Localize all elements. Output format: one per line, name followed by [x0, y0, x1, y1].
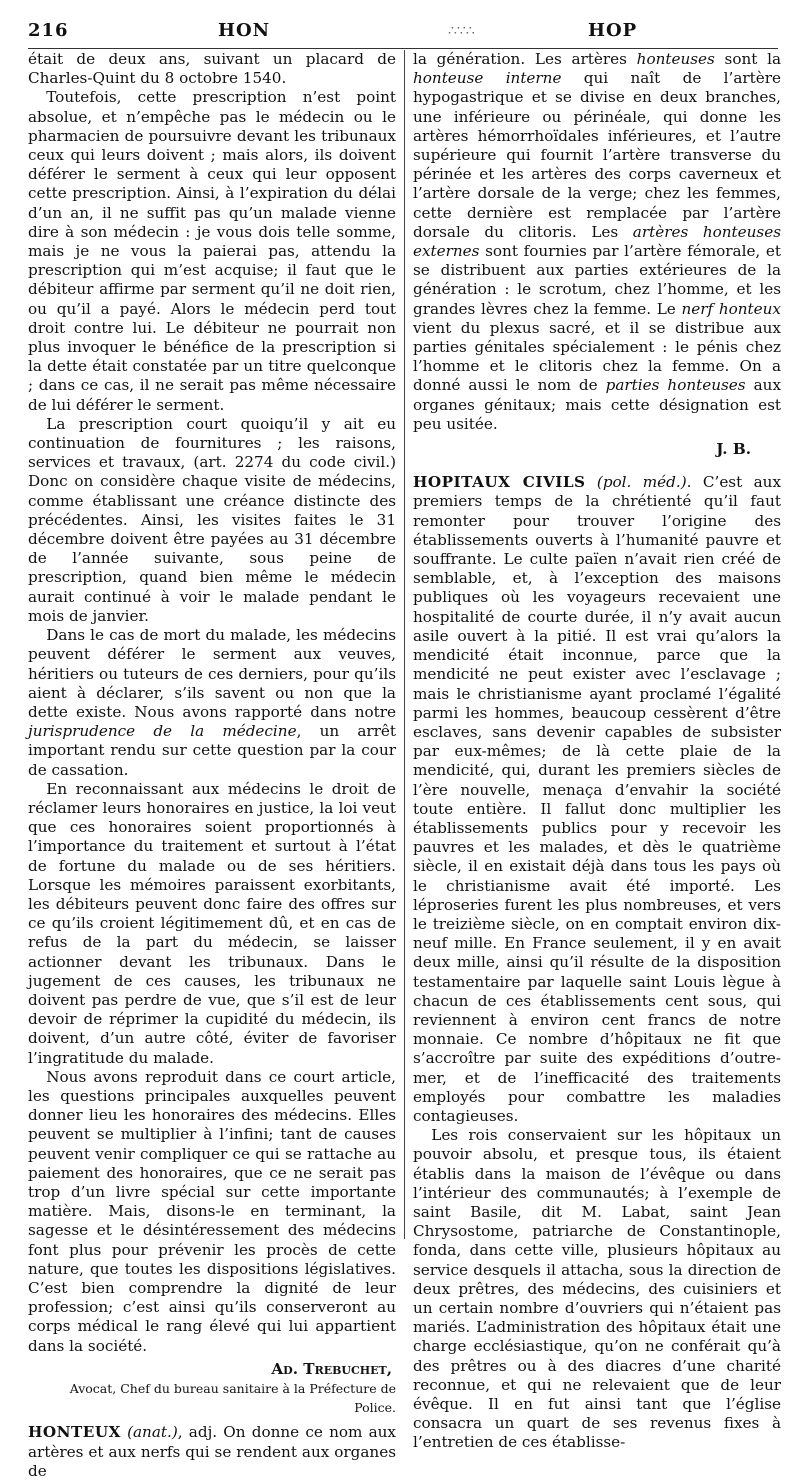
text-run: vient du plexus sacré, et il se distribue aux parties génitales spécialement : le pénis chez l’homme et le clitoris chez la femme. On a donné aussi le nom de	[413, 318, 781, 395]
italic-term: honteuse interne	[413, 69, 562, 88]
running-head	[28, 18, 778, 49]
text-run: la génération. Les artères	[413, 50, 637, 68]
author-role: Avocat, Chef du bureau sanitaire à la Préfecture de Police.	[69, 1381, 396, 1416]
text-run: qui naît de l’artère hypogastrique et se divise en deux branches, une inférieure ou périnéale, qui donne les artères hémorrhoïdales inférieures, et l’autre supérieure qui fournit l’artère transverse du périnée et les artères des corps caverneux et l’artère dorsale de la verge; chez les femmes, cette dernière est remplacée par l’artère dorsale du clitoris. Les	[413, 69, 781, 241]
paragraph: La prescription court quoiqu’il y ait eu continuation de fournitures ; les raisons, services et travaux, (art. 2274 du code civil.) Donc on considère chaque visite de médecins, comme établissant une créance distincte des précédentes. Ainsi, les visites faites le 31 décembre doivent être payées au 31 décembre de l’année suivante, sous peine de prescription, quand bien même le médecin aurait continué à voir le malade pendant le mois de janvier.	[28, 414, 396, 625]
entry-heading: HONTEUX	[28, 1423, 121, 1442]
paragraph	[413, 50, 781, 434]
text-run: , un arrêt important rendu sur cette question par la cour de cassation.	[28, 722, 396, 779]
paragraph: Toutefois, cette prescription n’est point absolue, et n’empêche pas le médecin ou le pharmacien de poursuivre devant les tribunaux ceux qui leurs doivent ; mais alors, ils doivent déférer le serment à ceux qui leur opposent cette prescription. Ainsi, à l’expiration du délai d’un an, il ne suffit pas qu’un malade vienne dire à son médecin : je vous dois telle somme, mais je ne vous la paierai pas, attendu la prescription qui m’est acquise; il faut que le débiteur affirme par serment qu’il ne doit rien, ou qu’il a payé. Alors le médecin perd tout droit contre lui. Le débiteur ne pourrait non plus invoquer le bénéfice de la prescription si la dette était constatée par un titre quelconque ; dans ce cas, il ne serait pas même nécessaire de lui déférer le serment.	[28, 88, 396, 414]
text-run: sont la	[714, 50, 782, 68]
left-guide-word: HON	[218, 20, 271, 41]
entry-label: (pol. méd.)	[596, 473, 687, 492]
paragraph: Les rois conservaient sur les hôpitaux un pouvoir absolu, et presque tous, ils étaient établis dans la maison de l’évêque ou dans l’intérieur des communautés; à l’exemple de saint Basile, dit M. Labat, saint Jean Chrysostome, patriarche de Constantinople, fonda, dans cette ville, plusieurs hôpitaux au service desquels il attacha, sous la direction de deux prêtres, des médecins, des cuisiniers et un certain nombre d’ouvriers qui n’étaient pas mariés. L’administration des hôpitaux était une charge ecclésiastique, qu’on ne conférait qu’à des prêtres ou à des diacres d’une charité reconnue, et qui ne relevaient que de leur évêque. Il en fut ainsi tant que l’église consacra un quart de ses revenus fixes à l’entretien de ces établisse-	[413, 1126, 781, 1452]
paragraph: était de deux ans, suivant un placard de Charles-Quint du 8 octobre 1540.	[28, 50, 396, 88]
italic-term: honteuses	[636, 50, 715, 68]
paragraph: Nous avons reproduit dans ce court article, les questions principales auxquelles peuvent donner lieu les honoraires des médecins. Elles peuvent se multiplier à l’infini; tant de causes peuvent venir compliquer ce qui se rattache au paiement des honoraires, que ce ne serait pas trop d’un livre spécial sur cette importante matière. Mais, disons-le en terminant, la sagesse et le désintéressement des médecins font plus pour prévenir les procès de cette nature, que toutes les dispositions législatives. C’est bien comprendre la dignité de leur profession; c’est ainsi qu’ils conserveront au corps médical le rang élevé qui lui appartient dans la société.	[28, 1067, 396, 1355]
entry-text: . C’est aux premiers temps de la chrétienté qu’il faut remonter pour trouver l’origine des établissements ouverts à l’humanité pauvre et souffrante. Le culte païen n’avait rien créé de semblable, et, à l’exception des maisons publiques où les voyageurs recevaient une hospitalité de courte durée, il n’y avait aucun asile ouvert à la pitié. Il est vrai qu’alors la mendicité était inconnue, parce que la mendicité ne peut exister avec l’esclavage ; mais le christianisme ayant proclamé l’égalité parmi les hommes, beaucoup cessèrent d’être esclaves, sans devenir capables de subsister par eux-mêmes; de là cette plaie de la mendicité, qui, durant les premiers siècles de l’ère nouvelle, menaça d’envahir la société toute entière. Il fallut donc multiplier les établissements publics pour y recevoir les pauvres et les malades, et dès le quatrième siècle, il en existait déjà dans tous les pays où le christianisme avait été importé. Les léproseries furent les plus nombreuses, et vers le treizième siècle, on en comptait environ dix-neuf mille. En France seulement, il y en avait deux mille, ainsi qu’il résulte de la disposition testamentaire par laquelle saint Louis lègue à chacun de ces établissements cent sous, qui reviennent à environ cent francs de notre monnaie. Ce nombre d’hôpitaux ne fit que s’accroître par suite des expéditions d’outre-mer, et de l’inefficacité des traitements employés pour combattre les maladies contagieuses.	[413, 473, 782, 1125]
italic-title: jurisprudence de la médecine	[28, 722, 297, 741]
left-column	[28, 50, 396, 1480]
right-column	[413, 50, 782, 1452]
italic-term: parties honteuses	[605, 376, 746, 395]
paragraph: En reconnaissant aux médecins le droit de réclamer leurs honoraires en justice, la loi veut que ces honoraires soient proportionnés à l’importance du traitement et surtout à l’état de fortune du malade ou de ses héritiers. Lorsque les mémoires paraissent exorbitants, les débiteurs peuvent donc faire des offres sur ce qu’ils croient légitimement dû, et en cas de refus de la part du médecin, se laisser actionner devant les tribunaux. Dans le jugement de ces causes, les tribunaux ne doivent pas perdre de vue, que s’il est de leur devoir de réprimer la cupidité du médecin, ils doivent, d’un autre côté, éviter de favoriser l’ingratitude du malade.	[28, 779, 396, 1067]
text-run: sont fournies par l’artère fémorale, et se distribuent aux parties extérieures de la génération : le scrotum, chez l’homme, et les grandes lèvres chez la femme. Le	[413, 242, 781, 318]
page-number: 216	[28, 20, 69, 41]
entry-label: (anat.)	[127, 1423, 178, 1442]
author-initials: J. B.	[716, 440, 751, 459]
entry-paragraph	[413, 473, 781, 1126]
text-run: aux organes génitaux; mais cette désignation est peu usitée.	[413, 376, 782, 433]
right-guide-word: HOP	[588, 20, 638, 41]
entry-text: , adj. On donne ce nom aux artères et aux nerfs qui se rendent aux organes de	[28, 1423, 396, 1480]
column-divider	[404, 50, 405, 1239]
italic-term: nerf honteux	[681, 299, 781, 318]
header-ornament: ∴∵∴	[448, 23, 475, 39]
author-signature: Ad. Trebuchet,	[271, 1359, 392, 1378]
entry-paragraph	[28, 1423, 396, 1481]
entry-heading: HOPITAUX CIVILS	[413, 473, 586, 492]
italic-term: artères honteuses externes	[413, 222, 781, 261]
text-run: Dans le cas de mort du malade, les médecins peuvent déférer le serment aux veuves, héritiers ou tuteurs de ces derniers, pour qu’ils aient à déclarer, s’ils savent ou non que la dette existe. Nous avons rapporté dans notre	[28, 626, 396, 721]
paragraph	[28, 626, 396, 780]
